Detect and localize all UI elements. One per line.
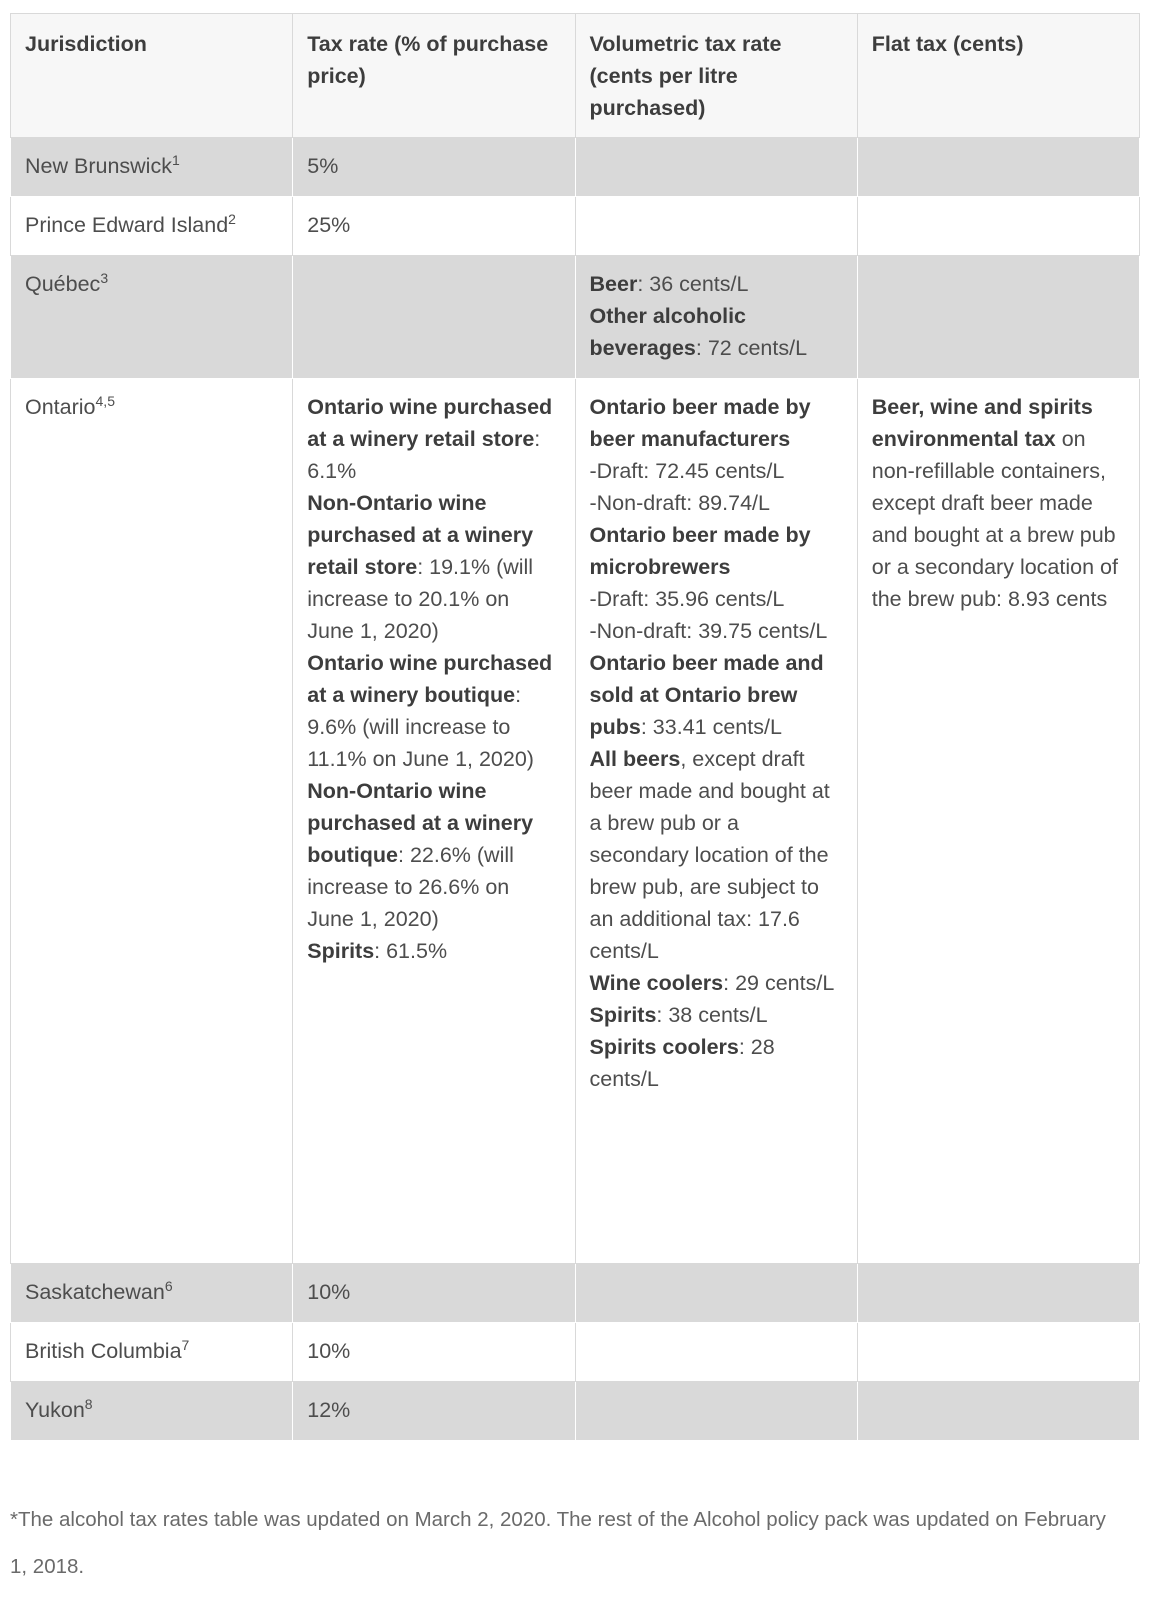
rate-entry: [307, 775, 560, 935]
table-row: [11, 256, 1140, 379]
rate-subline: -Non-draft: 89.74/L: [589, 491, 770, 515]
header-tax-rate: Tax rate (% of purchase price): [293, 14, 575, 138]
cell-jurisdiction: [11, 1382, 293, 1441]
rate-subline: -Draft: 35.96 cents/L: [589, 587, 785, 611]
rate-label: Spirits coolers: [589, 1035, 739, 1059]
rate-entry: [590, 300, 843, 364]
cell-volumetric: [575, 138, 857, 197]
rate-value: : 28 cents/L: [589, 1035, 775, 1091]
jurisdiction-name: Yukon: [25, 1398, 85, 1422]
rate-entry: [307, 647, 560, 775]
rate-value: on non-refillable containers, except draft beer made and bought at a brew pub or a secondary location of the brew pub: 8.93 cents: [871, 427, 1118, 611]
rate-label: Ontario beer made by microbrewers: [589, 523, 811, 579]
table-row: [11, 1264, 1140, 1323]
rate-entry: [307, 391, 560, 487]
rate-value: : 33.41 cents/L: [640, 715, 782, 739]
table-row: [11, 197, 1140, 256]
rate-entry: [590, 999, 843, 1031]
cell-volumetric: [575, 1382, 857, 1441]
cell-volumetric: [575, 197, 857, 256]
footnote-ref[interactable]: 7: [181, 1337, 190, 1353]
jurisdiction-name: Ontario: [25, 395, 96, 419]
rate-entry: [590, 1031, 843, 1095]
cell-flat-tax: [857, 138, 1139, 197]
rate-value: : 29 cents/L: [723, 971, 835, 995]
cell-flat-tax: [857, 1264, 1139, 1323]
table-row: [11, 1382, 1140, 1441]
header-jurisdiction: Jurisdiction: [11, 14, 293, 138]
cell-volumetric: [575, 1264, 857, 1323]
table-header-row: [11, 14, 1140, 138]
rate-label: Spirits: [307, 939, 375, 963]
cell-flat-tax: [857, 197, 1139, 256]
table-row: [11, 138, 1140, 197]
rate-subline: -Non-draft: 39.75 cents/L: [589, 619, 828, 643]
cell-jurisdiction: [11, 197, 293, 256]
rate-value: : 9.6% (will increase to 11.1% on June 1, 2020): [307, 683, 534, 771]
header-flat-tax: Flat tax (cents): [857, 14, 1139, 138]
table-row: [11, 379, 1140, 1264]
cell-tax-rate: 12%: [293, 1382, 575, 1441]
rate-entry: [307, 487, 560, 647]
cell-flat-tax: [857, 256, 1139, 379]
rate-label: Ontario wine purchased at a winery boutique: [307, 651, 553, 707]
alcohol-tax-rates-table: [10, 13, 1140, 1441]
rate-entry: [590, 967, 843, 999]
rate-label: Beer: [589, 272, 638, 296]
footnote-ref[interactable]: 8: [84, 1396, 93, 1412]
rate-entry: [307, 935, 560, 967]
rate-entry: [590, 647, 843, 743]
rate-value: : 38 cents/L: [656, 1003, 768, 1027]
rate-label: All beers: [589, 747, 681, 771]
jurisdiction-name: Prince Edward Island: [25, 213, 229, 237]
footnote-ref[interactable]: 3: [100, 270, 109, 286]
cell-volumetric: [575, 256, 857, 379]
rate-label: Ontario wine purchased at a winery retail store: [307, 395, 553, 451]
jurisdiction-name: New Brunswick: [25, 154, 172, 178]
rate-value: , except draft beer made and bought at a brew pub or a secondary location of the brew pub, are subject to an additional tax: 17.6 cents/L: [589, 747, 830, 963]
cell-flat-tax: [857, 1323, 1139, 1382]
rate-subline: -Draft: 72.45 cents/L: [589, 459, 785, 483]
update-footnote: *The alcohol tax rates table was updated on March 2, 2020. The rest of the Alcohol policy pack was updated on February 1, 2018.: [10, 1507, 1106, 1578]
rate-entry: [872, 391, 1125, 615]
cell-tax-rate: 10%: [293, 1264, 575, 1323]
rate-value: : 22.6% (will increase to 26.6% on June 1, 2020): [307, 843, 514, 931]
jurisdiction-name: Québec: [25, 272, 101, 296]
footnote-ref[interactable]: 1: [171, 152, 180, 168]
jurisdiction-name: Saskatchewan: [25, 1280, 165, 1304]
cell-volumetric: [575, 379, 857, 1264]
cell-tax-rate: [293, 256, 575, 379]
cell-flat-tax: [857, 379, 1139, 1264]
rate-entry: [590, 519, 843, 583]
rate-label: Spirits: [589, 1003, 657, 1027]
rate-label: Non-Ontario wine purchased at a winery retail store: [307, 491, 534, 579]
cell-jurisdiction: [11, 256, 293, 379]
rate-value: : 19.1% (will increase to 20.1% on June 1, 2020): [307, 555, 534, 643]
rate-value: : 72 cents/L: [695, 336, 808, 360]
rate-entry: [590, 391, 843, 455]
cell-volumetric: [575, 1323, 857, 1382]
cell-jurisdiction: [11, 379, 293, 1264]
rate-label: Other alcoholic beverages: [589, 304, 747, 360]
rate-label: Beer, wine and spirits environmental tax: [871, 395, 1093, 451]
footnote-ref[interactable]: 6: [164, 1278, 173, 1294]
cell-flat-tax: [857, 1382, 1139, 1441]
rate-label: Ontario beer made by beer manufacturers: [589, 395, 811, 451]
cell-jurisdiction: [11, 1323, 293, 1382]
jurisdiction-name: British Columbia: [25, 1339, 182, 1363]
footnote-ref[interactable]: 4,5: [95, 393, 115, 409]
header-volumetric-tax-rate: Volumetric tax rate (cents per litre purchased): [575, 14, 857, 138]
cell-tax-rate: 25%: [293, 197, 575, 256]
rate-value: : 6.1%: [307, 427, 541, 483]
cell-tax-rate: [293, 379, 575, 1264]
rate-value: : 36 cents/L: [637, 272, 749, 296]
rate-label: Non-Ontario wine purchased at a winery boutique: [307, 779, 534, 867]
rate-entry: [590, 268, 843, 300]
rate-value: : 61.5%: [374, 939, 448, 963]
cell-tax-rate: 10%: [293, 1323, 575, 1382]
rate-label: Wine coolers: [589, 971, 724, 995]
rate-entry: [590, 743, 843, 967]
cell-jurisdiction: [11, 1264, 293, 1323]
rate-label: Ontario beer made and sold at Ontario brew pubs: [589, 651, 824, 739]
footnote-ref[interactable]: 2: [228, 211, 236, 227]
cell-tax-rate: 5%: [293, 138, 575, 197]
table-row: [11, 1323, 1140, 1382]
cell-jurisdiction: [11, 138, 293, 197]
